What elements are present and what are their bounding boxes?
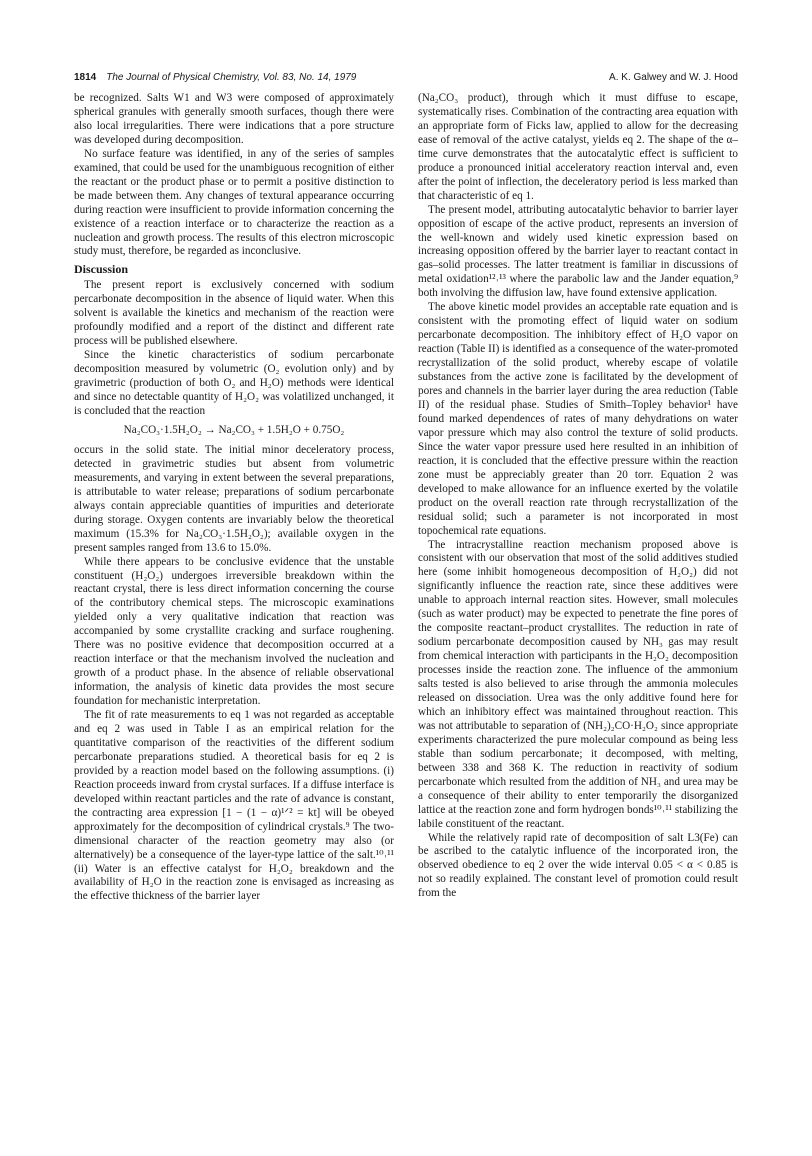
paragraph: No surface feature was identified, in any of the series of samples examined, that could be used for the unambiguous recognition of either the reactant or the product phase or to permit a positive distinction to be made between them. Any changes of textural appearance occurring during reaction were insufficient to provide information concerning the existence of a reaction interface or to characterize the reaction as a nucleation and growth process. The results of this electron microscopic study must, therefore, be regarded as inconclusive. (74, 147, 394, 258)
header-authors: A. K. Galwey and W. J. Hood (609, 72, 738, 83)
paragraph: occurs in the solid state. The initial minor deceleratory process, detected in gravimetric studies but absent from volumetric measurements, and varying in extent between the several preparations, is attributable to water release; preparations of sodium percarbonate always contain appreciable quantities of impurities and deteriorate during storage. Oxygen contents are invariably below the theoretical maximum (15.3% for Na₂CO₃·1.5H₂O₂); available oxygen in the present samples ranged from 13.6 to 15.0%. (74, 443, 394, 554)
paragraph: The present model, attributing autocatalytic behavior to barrier layer opposition of escape of the active product, represents an inversion of the well-known and widely used kinetic expression based on increasing opposition offered by the barrier layer to reactant contact in gas–solid processes. The latter treatment is familiar in discussions of metal oxidation¹²˒¹³ where the parabolic law and the Jander equation,⁹ both involving the diffusion law, have found extensive application. (418, 203, 738, 300)
paragraph: The above kinetic model provides an acceptable rate equation and is consistent with the promoting effect of liquid water on sodium percarbonate decomposition. The inhibitory effect of H₂O vapor on reaction (Table II) is identified as a consequence of the water-promoted recrystallization of the solid product, whereby escape of volatile substances from the active zone is facilitated by the development of pores and channels in the barrier layer during the area reduction (Table II) of the residual phase. Studies of Smith–Topley behavior¹ have found marked dependences of rates of many dehydrations on water vapor pressure which may also control the texture of solid products. Since the water vapor pressure used here resulted in an inhibition of reaction, it is concluded that the effective pressure within the reaction zone must be appreciably greater than 20 torr. Equation 2 was developed to make allowance for an influence exerted by the volatile product on the overall reaction rate through recrystallization of the residual solid; such a parameter is not incorporated in most topochemical rate equations. (418, 301, 738, 537)
paragraph: The intracrystalline reaction mechanism proposed above is consistent with our observation that most of the solid additives studied here (some inhibit homogeneous decomposition of H₂O₂) did not significantly influence the reaction rate, since these additives were unable to approach internal reaction sites. However, small molecules (such as water product) may be expected to penetrate the fine pores of the composite reactant–product crystallites. The reduction in rate of sodium percarbonate decomposition caused by NH₃ gas may result from chemical interaction with participants in the H₂O₂ decomposition processes inside the reaction zone. The influence of the ammonium salts tested is also believed to arise through the ammonia molecules released on dissociation. Urea was the only additive found here for which an inhibitory effect was maintained throughout reaction. This was not attributable to separation of (NH₂)₂CO·H₂O₂ since appropriate experiments characterized the pure molecular compound as being less stable than sodium percarbonate; it decomposed, with melting, between 338 and 368 K. The reduction in reactivity of sodium percarbonate which resulted from the addition of NH₃ and urea may be a consequence of their ability to enter temporarily the disorganized lattice at the reaction zone and form hydrogen bonds¹⁰˒¹¹ stabilizing the labile constituent of the reactant. (418, 538, 738, 830)
paragraph: Since the kinetic characteristics of sodium percarbonate decomposition measured by volumetric (O₂ evolution only) and by gravimetric (production of both O₂ and H₂O) methods were identical and since no detectable quantity of H₂O₂ was volatilized unchanged, it is concluded that the reaction (74, 349, 394, 418)
paragraph: While the relatively rapid rate of decomposition of salt L3(Fe) can be ascribed to the catalytic influence of the incorporated iron, the observed obedience to eq 2 over the wide interval 0.05 < α < 0.85 is not so readily explained. The constant level of promotion could result from the (418, 831, 738, 900)
paragraph: be recognized. Salts W1 and W3 were composed of approximately spherical granules with generally smooth surfaces, though there were also local irregularities. There were indications that a pore structure was developed during decomposition. (74, 92, 394, 146)
paragraph: The fit of rate measurements to eq 1 was not regarded as acceptable and eq 2 was used in Table I as an empirical relation for the quantitative comparison of the reactivities of the different sodium percarbonate preparations studied. A theoretical basis for eq 2 is provided by a reaction model based on the following assumptions. (i) Reaction proceeds inward from crystal surfaces. If a diffuse interface is developed within reactant particles and the rate of advance is constant, the contracting area expression [1 − (1 − α)¹ᐟ² = kt] will be obeyed approximately for the decomposition of cylindrical crystals.⁹ The two-dimensional character of the reaction geometry may also (or alternatively) be a consequence of the layer-type lattice of the salt.¹⁰˒¹¹ (ii) Water is an effective catalyst for H₂O₂ breakdown and the availability of H₂O in the reaction zone is envisaged as increasing as the effective thickness of the barrier layer (74, 709, 394, 903)
page-number: 1814 (74, 72, 97, 83)
paragraph: (Na₂CO₃ product), through which it must diffuse to escape, systematically rises. Combination of the contracting area equation with an appropriate form of Ficks law, applied to allow for the decreasing ease of removal of the active catalyst, yields eq 2. The shape of the α–time curve demonstrates that the autocatalytic effect is sufficient to produce a pronounced initial acceleratory reaction interval and, even after the point of inflection, the deceleratory period is less marked than that characteristic of eq 1. (418, 92, 738, 202)
column-left (74, 92, 394, 904)
header-left (74, 72, 356, 83)
column-right (418, 92, 738, 901)
journal-citation: The Journal of Physical Chemistry, Vol. 83, No. 14, 1979 (106, 72, 357, 83)
reaction-equation: Na₂CO₃·1.5H₂O₂ → Na₂CO₃ + 1.5H₂O + 0.75O₂ (123, 423, 345, 436)
paragraph: While there appears to be conclusive evidence that the unstable constituent (H₂O₂) undergoes irreversible breakdown within the reactant crystal, there is less direct information concerning the course of the contributory chemical steps. The microscopic examinations yielded only a very qualitative indication that reaction was accompanied by some crystallite cracking and surface roughening. There was no positive evidence that decomposition occurred at a reaction interface or that the mechanism involved the nucleation and growth of a product phase. In the absence of reliable observational information, the analysis of kinetic data provides the most secure foundation for mechanistic interpretation. (74, 555, 394, 708)
paragraph: The present report is exclusively concerned with sodium percarbonate decomposition in the absence of liquid water. When this solvent is available the kinetics and mechanism of the reaction were profoundly modified and a report of the distinct and different rate process will be published elsewhere. (74, 279, 394, 348)
section-heading: Discussion (74, 262, 129, 277)
running-header (74, 72, 738, 88)
